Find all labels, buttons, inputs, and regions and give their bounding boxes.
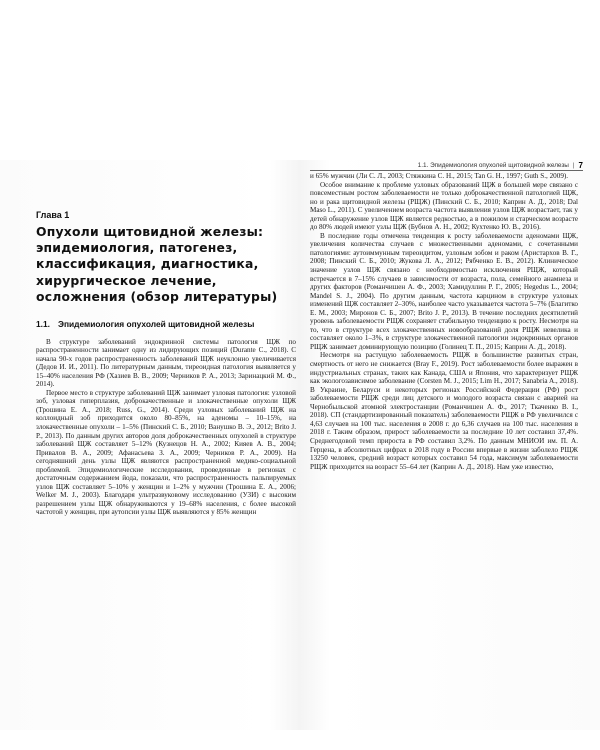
right-paragraph-4: Несмотря на растущую заболеваемость РЩЖ в большинстве развитых стран, смертность от него не снижается (Bray F., 2019). Рост заболеваемости более выражен в индустриальных странах, таких как Канада, США и Япония, что характеризует РЩЖ как экологозависимое заболевание (Corsten M. J., 2015; Lim H., 2017; Sanabria A., 2018). В Украине, Беларуси и некоторых регионах Российской Федерации (РФ) рост заболеваемости РЩЖ среди лиц детского и молодого возраста связан с аварией на Чернобыльской атомной электростанции (Романчишен А. Ф., 2017; Ткаченко В. І., 2018). СП (стандартизированный показатель) заболеваемости РЩЖ в РФ увеличился с 4,63 случаев на 100 тыс. населения в 2008 г. до 6,36 случаев на 100 тыс. населения в 2018 г. Таким образом, прирост заболеваемости за последние 10 лет составил 37,4%. Среднегодовой темп прироста в РФ составил 3,2%. По данным МНИОИ им. П. А. Герцена, в абсолютных цифрах в 2018 году в России впервые в жизни заболело РЩЖ 13250 человек, средний возраст которых составил 54 года, максимум заболеваемости РЩЖ приходится на возраст 55–64 лет (Каприн А. Д., 2018). Нам уже известно, — [310, 351, 578, 471]
right-paragraph-3: В последние годы отмечена тенденция к росту заболеваемости аденомами ЩЖ, увеличения количества случаев с множественными аденомами, с сочетанными патологиями: аутоиммунным тиреоидитом, узловым зобом и раком (Аристархов В. Г., 2008; Пинский С. Б., 2010; Жукова Л. А., 2012; Рябченко Е. В., 2012). Клиническое значение узлов ЩЖ связано с необходимостью исключения РЩЖ, который встречается в 7–15% случаев в зависимости от возраста, пола, семейного анамнеза и других факторов (Романчишен А. Ф., 2003; Хамидуллин Р. Г., 2005; Hegedus L., 2004; Mandel S. J., 2004). По другим данным, частота карцином в структуре узловых изменений ЩЖ составляет 2–30%, наиболее часто указывается частота 5–7% (Благитко Е. М., 2003; Миронов С. Б., 2007; Brito J. P., 2013). В течение последних десятилетий уровень заболеваемости РЩЖ сохраняет стабильную тенденцию к росту. Несмотря на то, что в структуре всех злокачественных новообразований доля РЩЖ невелика и составляет около 1–3%, в структуре злокачественной патологии эндокринных органов РЩЖ занимает доминирующую позицию (Голинец Т. П., 2015; Каприн А. Д., 2018). — [310, 231, 578, 351]
chapter-title: Опухоли щитовидной железы: эпидемиология, патогенез, классификация, диагностика, хирургическое лечение, осложнения (обзор литературы) — [36, 224, 278, 304]
header-rule — [310, 170, 583, 171]
right-paragraph-1: и 65% мужчин (Ли С. Л., 2003; Стяжкина С. Н., 2015; Tan G. H., 1997; Guth S., 2009). — [310, 172, 569, 180]
running-header-separator: | — [572, 162, 575, 169]
left-paragraph-1: В структуре заболеваний эндокринной системы патология ЩЖ по распространенности занимает одну из лидирующих позиций (Durante C., 2018). С начала 90-х годов распространенность заболеваний ЩЖ неуклонно увеличивается (Дедов И. И., 2011). По литературным данным, тиреоидная патология выявляется у 15–40% населения РФ (Хазиев В. В., 2009; Черников Р. А., 2013; Заринацкий М. Ф., 2014). — [36, 337, 296, 389]
running-header — [405, 161, 583, 170]
left-paragraph-2: Первое место в структуре заболеваний ЩЖ занимает узловая патология: узловой зоб, узловая гиперплазия, доброкачественные и злокачественные опухоли ЩЖ (Трошина Е. А., 2018; Russ, G., 2014). Среди узловых заболеваний ЩЖ на коллоидный зоб приходится около 80–85%, на аденомы – 10–15%, на злокачественные опухоли – 1–5% (Пинский С. Б., 2010; Ванушко В. Э., 2012; Brito J. P., 2013). По данным других авторов доля доброкачественных опухолей в структуре заболеваний ЩЖ составляет 5–12% (Кузнецов Н. А., 2002; Кияев А. В., 2004; Привалов В. А., 2009; Афанасьева З. А., 2009; Черников Р. А., 2009). На сегодняшний день узлы ЩЖ являются распространенной медико-социальной проблемой. Эпидемиологические исследования, проведенные в регионах с достаточным содержанием йода, показали, что распространенность пальпируемых узлов ЩЖ составляет 5–10% у женщин и 1–2% у мужчин (Трошина Е. А., 2006; Welker M. J., 2003). Благодаря ультразвуковому исследованию (УЗИ) с высоким разрешением узлы ЩЖ обнаруживаются у 19–68% населения, с более высокой частотой у женщин, при аутопсии узлы ЩЖ выявляются у 85% женщин — [36, 388, 296, 517]
chapter-label: Глава 1 — [36, 210, 70, 220]
left-page-column — [36, 210, 296, 517]
right-paragraph-2: Особое внимание к проблеме узловых образований ЩЖ в большей мере связано с повсеместным ростом заболеваемости не только доброкачественной патологией ЩЖ, но и рака щитовидной железы (РЩЖ) (Пинский С. Б., 2010; Каприн А. Д., 2018; Dal Maso L., 2011). С увеличением возраста частота выявления узлов ЩЖ возрастает, так у детей обнаружение узлов ЩЖ является редкостью, а в пожилом и старческом возрасте до 80% людей имеют узлы ЩЖ (Бубнов А. Н., 2002; Кухтенко Ю. В., 2016). — [310, 180, 578, 232]
running-header-section: 1.1. Эпидемиология опухолей щитовидной железы — [417, 162, 569, 169]
section-heading — [36, 319, 296, 330]
right-page-column — [310, 172, 578, 471]
page-number: 7 — [578, 161, 583, 170]
section-title: Эпидемиология опухолей щитовидной железы — [58, 319, 255, 330]
section-number: 1.1. — [36, 319, 50, 330]
